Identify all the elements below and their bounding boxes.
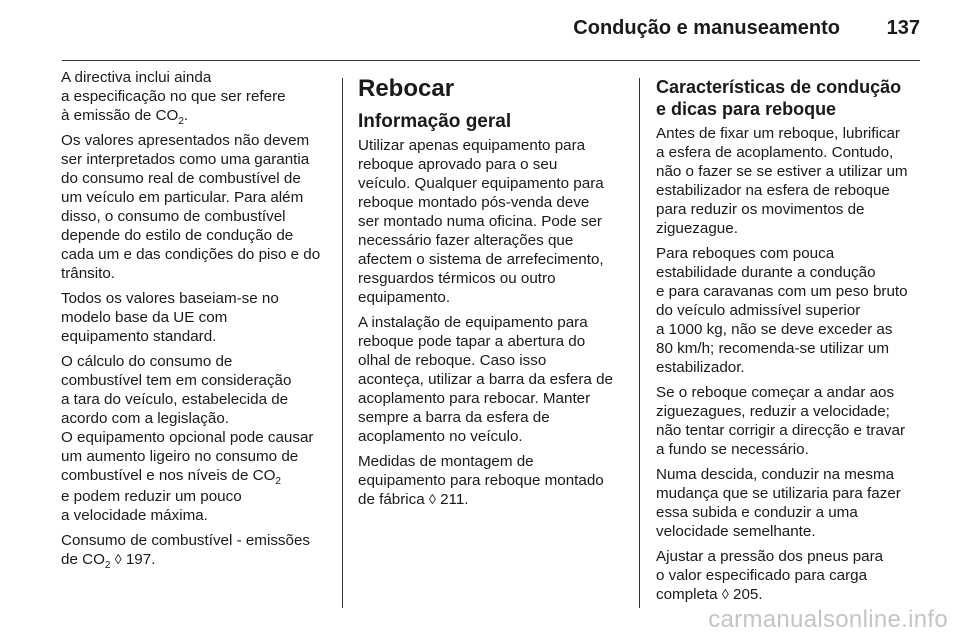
text-line: equipamento. bbox=[358, 289, 451, 306]
text-line: resguardos térmicos ou outro bbox=[358, 270, 556, 287]
text-line: a 1000 kg, não se deve exceder as bbox=[656, 321, 893, 338]
text-line: Consumo de combustível - emissões bbox=[61, 532, 311, 549]
text-line: a velocidade máxima. bbox=[61, 507, 208, 524]
header-divider bbox=[62, 60, 920, 61]
page-ref-link[interactable]: 211. bbox=[440, 491, 469, 508]
text-line: disso, o consumo de combustível bbox=[61, 208, 286, 225]
text-line: afectem o sistema de arrefecimento, bbox=[358, 251, 604, 268]
text-line: combustível tem em consideração bbox=[61, 372, 292, 389]
text-line: a fundo se necessário. bbox=[656, 441, 809, 458]
heading-line: e dicas para reboque bbox=[656, 99, 837, 119]
text-line: depende do estilo de condução de bbox=[61, 227, 294, 244]
paragraph-lubricate bbox=[656, 124, 922, 238]
text-line: reboque aprovado para o seu bbox=[358, 156, 558, 173]
text-line: necessário fazer alterações que bbox=[358, 232, 574, 249]
text-line: sempre a barra da esfera de bbox=[358, 409, 550, 426]
text-line: reboque pode tapar a abertura do bbox=[358, 333, 586, 350]
text-line: ser montado numa oficina. Pode ser bbox=[358, 213, 602, 230]
text-line: A instalação de equipamento para bbox=[358, 314, 588, 331]
text-line: cada um e das condições do piso e do bbox=[61, 246, 321, 263]
paragraph-zigzag bbox=[656, 383, 922, 459]
paragraph-co2-directive bbox=[61, 68, 325, 128]
text-line: não tentar corrigir a direcção e travar bbox=[656, 422, 906, 439]
text-line: olhal de reboque. Caso isso bbox=[358, 352, 547, 369]
right-column bbox=[656, 76, 922, 610]
text-line: O equipamento opcional pode causar bbox=[61, 429, 314, 446]
text-line: acordo com a legislação. bbox=[61, 410, 229, 427]
text-line: Se o reboque começar a andar aos bbox=[656, 384, 895, 401]
text-line: o valor especificado para carga bbox=[656, 567, 868, 584]
subscript: 2 bbox=[104, 560, 111, 572]
text-line: à emissão de CO bbox=[61, 107, 179, 124]
text-line: acoplamento para rebocar. Manter bbox=[358, 390, 591, 407]
paragraph-approved-equipment bbox=[358, 136, 624, 307]
paragraph-tow-eye bbox=[358, 313, 624, 446]
text-line: Ajustar a pressão dos pneus para bbox=[656, 548, 884, 565]
subscript: 2 bbox=[275, 476, 281, 488]
text-line: ziguezague. bbox=[656, 220, 738, 237]
paragraph-max-speed bbox=[61, 487, 325, 525]
page-number: 137 bbox=[886, 17, 920, 39]
text-line: estabilizador. bbox=[656, 359, 745, 376]
paragraph-downhill bbox=[656, 465, 922, 541]
text-line: a especificação no que ser refere bbox=[61, 88, 286, 105]
watermark: carmanualsonline.info bbox=[708, 606, 948, 633]
text-line: a tara do veículo, estabelecida de bbox=[61, 391, 289, 408]
paragraph-emissions-ref bbox=[61, 531, 325, 572]
text-line: não o fazer se se estiver a utilizar um bbox=[656, 163, 908, 180]
text-line: um veículo em particular. Para além bbox=[61, 189, 304, 206]
paragraph-mounting-dimensions bbox=[358, 452, 624, 509]
text-line: modelo base da UE com bbox=[61, 309, 228, 326]
text-line: mudança que se utilizaria para fazer bbox=[656, 485, 901, 502]
text-line: . bbox=[183, 107, 189, 124]
text-line: um aumento ligeiro no consumo de bbox=[61, 448, 299, 465]
paragraph-base-model bbox=[61, 289, 325, 346]
page-title: Condução e manuseamento bbox=[573, 17, 840, 39]
arrow-ref-icon: ◊ bbox=[428, 491, 436, 507]
text-line: velocidade semelhante. bbox=[656, 523, 816, 540]
text-line: a esfera de acoplamento. Contudo, bbox=[656, 144, 894, 161]
paragraph-tyre-pressure bbox=[656, 547, 922, 604]
text-line: A directiva inclui ainda bbox=[61, 69, 212, 86]
section-heading bbox=[656, 76, 922, 120]
text-line: trânsito. bbox=[61, 265, 116, 282]
text-line: do veículo admissível superior bbox=[656, 302, 861, 319]
text-line: Antes de fixar um reboque, lubrificar bbox=[656, 125, 900, 142]
text-line: equipamento para reboque montado bbox=[358, 472, 604, 489]
arrow-ref-icon: ◊ bbox=[114, 551, 122, 567]
text-line: estabilidade durante a condução bbox=[656, 264, 876, 281]
text-line: Medidas de montagem de bbox=[358, 453, 534, 470]
text-line: veículo. Qualquer equipamento para bbox=[358, 175, 604, 192]
text-line: aconteça, utilizar a barra da esfera de bbox=[358, 371, 613, 388]
paragraph-values-disclaimer bbox=[61, 131, 325, 283]
text-line: combustível e nos níveis de CO bbox=[61, 467, 276, 484]
subscript: 2 bbox=[178, 116, 184, 128]
text-line: ser interpretados como uma garantia bbox=[61, 151, 310, 168]
text-line: reboque montado pós-venda deve bbox=[358, 194, 590, 211]
arrow-ref-icon: ◊ bbox=[721, 586, 729, 602]
subsection-heading: Informação geral bbox=[358, 111, 512, 132]
column-divider-2 bbox=[639, 78, 640, 608]
text-line: completa bbox=[656, 586, 718, 603]
text-line: Utilizar apenas equipamento para bbox=[358, 137, 586, 154]
text-line: do consumo real de combustível de bbox=[61, 170, 301, 187]
text-line: para reduzir os movimentos de bbox=[656, 201, 865, 218]
page-ref-link[interactable]: 205. bbox=[733, 586, 763, 603]
text-line: 80 km/h; recomenda-se utilizar um bbox=[656, 340, 889, 357]
text-line: O cálculo do consumo de bbox=[61, 353, 233, 370]
paragraph-consumption-calc bbox=[61, 352, 325, 488]
column-divider-1 bbox=[342, 78, 343, 608]
text-line: essa subida e conduzir a uma bbox=[656, 504, 858, 521]
text-line: Todos os valores baseiam-se no bbox=[61, 290, 279, 307]
text-line: ziguezagues, reduzir a velocidade; bbox=[656, 403, 890, 420]
text-line: e para caravanas com um peso bruto bbox=[656, 283, 908, 300]
text-line: estabilizador na esfera de reboque bbox=[656, 182, 890, 199]
text-line: Numa descida, conduzir na mesma bbox=[656, 466, 895, 483]
text-line: e podem reduzir um pouco bbox=[61, 488, 242, 505]
heading-line: Características de condução bbox=[656, 77, 902, 97]
paragraph-speed-limit bbox=[656, 244, 922, 377]
middle-column bbox=[358, 75, 624, 515]
text-line: de fábrica bbox=[358, 491, 425, 508]
left-column bbox=[61, 68, 325, 575]
page-ref-link[interactable]: 197. bbox=[125, 551, 156, 568]
text-line: acoplamento no veículo. bbox=[358, 428, 523, 445]
text-line: Para reboques com pouca bbox=[656, 245, 835, 262]
text-line: equipamento standard. bbox=[61, 328, 217, 345]
text-line: Os valores apresentados não devem bbox=[61, 132, 310, 149]
text-line: de CO bbox=[61, 551, 105, 568]
section-heading: Rebocar bbox=[358, 75, 455, 102]
page-header bbox=[0, 0, 960, 60]
